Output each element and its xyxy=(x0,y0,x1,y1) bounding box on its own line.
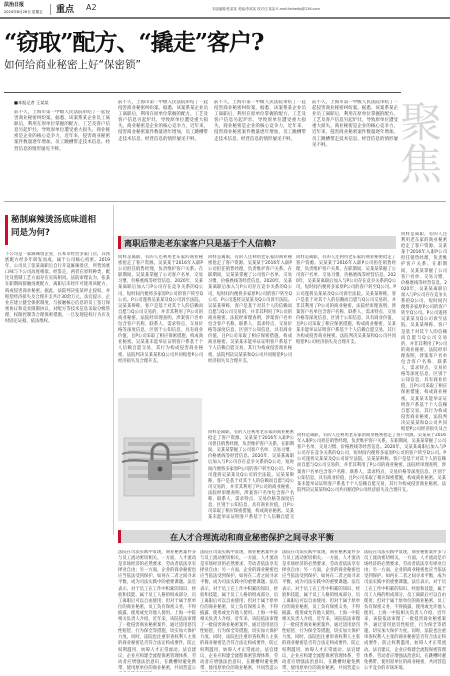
section3-text-col3: 法院在司法实践中发现，商业秘密案件多与员工流动密切相关。一方面，人才流动是市场经济的必然要求，劳动者依法享有择业自由；另一方面，企业的商业秘密也应当依法受到保护。如何在二者之间寻求平衡，成为司法实践中的重要课题。法官表示，对于员工在工作中积累的知识、经验和技能，属于员工人格的组成部分，员工离职后可以自由使用；但对于属于原单位的商业秘密，员工负有保密义务，不得披露、使用或允许他人使用。上海一中院相关负责人介绍，近年来，该院依法审理了一批侵害商业秘密案件，通过适用惩罚性赔偿、行为保全等措施，切实加大保护力度。同时，法院也注重审查权利人主张的商业秘密是否符合法定构成要件，防止权利滥用，妨碍人才正常流动。法官建议，企业应构建全流程保密管理体系，劳动者应增强法治意识，在跳槽时避免携带、使用原单位的商业秘密，共同营造公 xyxy=(282,550,360,671)
intro-text-col4: 前不久，上海市第一中级人民法院审结了一起侵害商业秘密纠纷案。据悉，该案系某企业员工离职后，利用在原单位掌握的配方、工艺及客户信息另起炉灶，导致原单位遭受重大损失。商业秘密是企业的核心竞争力，近年来，侵害商业秘密案件数量逐年增加，员工跳槽带走技术信息、经营信息的情形屡见不鲜。 xyxy=(312,100,398,148)
section-name: 重点 xyxy=(56,5,75,15)
section2-title: 离职后带走老东家客户只是基于个人信赖? xyxy=(124,238,277,248)
section2-text-col1: 同样是离职，有的人还利用老东家的商业秘密抢走了客户资源。吴某某于2016年入职P公司担任销售经理，负责维护客户关系。在职期间，吴某某掌握了公司客户名单、交易习惯、价格底线等经营信息。2020年，吴某某离职后加入与P公司存在竞争关系的Q公司，短时间内便将多家原P公司的客户转至Q公司。P公司遂将吴某某及Q公司诉至法院。吴某某辩称，客户是基于对其个人的信赖而自愿与Q公司交易的，并非其利用了P公司的商业秘密。法院经审理查明，涉案客户名单包含客户名称、联系人、需求特点、交易价格等深度信息，区别于公知信息，具有商业价值，且P公司采取了相应保密措施，构成商业秘密。吴某某未能举证证明客户系基于个人信赖自愿交易，其行为构成侵害商业秘密。法院判决吴某某和Q公司共同赔偿P公司经济损失及合理开支。 xyxy=(118,255,203,364)
section2-marker xyxy=(118,236,121,249)
masthead-rule xyxy=(0,17,450,19)
section2-text-col2: 同样是离职，有的人还利用老东家的商业秘密抢走了客户资源。吴某某于2016年入职P公司担任销售经理，负责维护客户关系。在职期间，吴某某掌握了公司客户名单、交易习惯、价格底线等经营信息。2020年，吴某某离职后加入与P公司存在竞争关系的Q公司，短时间内便将多家原P公司的客户转至Q公司。P公司遂将吴某某及Q公司诉至法院。吴某某辩称，客户是基于对其个人的信赖而自愿与Q公司交易的，并非其利用了P公司的商业秘密。法院经审理查明，涉案客户名单包含客户名称、联系人、需求特点、交易价格等深度信息，区别于公知信息，具有商业价值，且P公司采取了相应保密措施，构成商业秘密。吴某某未能举证证明客户系基于个人信赖自愿交易，其行为构成侵害商业秘密。法院判决吴某某和Q公司共同赔偿P公司经济损失及合理开支。 xyxy=(208,255,292,364)
section1-title: 秘制麻辣烫汤底味道相同是为何? xyxy=(11,215,97,238)
editor-line: 本版编辑/张某某 美编/李某某 校对/王某某 E-mail:fzrbzdbj@126.com xyxy=(212,7,320,11)
headline xyxy=(4,24,263,57)
section2-text-col3: 同样是离职，有的人还利用老东家的商业秘密抢走了客户资源。吴某某于2016年入职P公司担任销售经理，负责维护客户关系。在职期间，吴某某掌握了公司客户名单、交易习惯、价格底线等经营信息。2020年，吴某某离职后加入与P公司存在竞争关系的Q公司，短时间内便将多家原P公司的客户转至Q公司。P公司遂将吴某某及Q公司诉至法院。吴某某辩称，客户是基于对其个人的信赖而自愿与Q公司交易的，并非其利用了P公司的商业秘密。法院经审理查明，涉案客户名单包含客户名称、联系人、需求特点、交易价格等深度信息，区别于公知信息，具有商业价值，且P公司采取了相应保密措施，构成商业秘密。吴某某未能举证证明客户系基于个人信赖自愿交易，其行为构成侵害商业秘密。法院判决吴某某和Q公司共同赔偿P公司经济损失及合理开支。 xyxy=(296,255,396,346)
newspaper-logo: 法治日报 xyxy=(4,2,25,8)
section2-text-col2b: 同样是离职，有的人还利用老东家的商业秘密抢走了客户资源。吴某某于2016年入职P公司担任销售经理，负责维护客户关系。在职期间，吴某某掌握了公司客户名单、交易习惯、价格底线等经营信息。2020年，吴某某离职后加入与P公司存在竞争关系的Q公司，短时间内便将多家原P公司的客户转至Q公司。P公司遂将吴某某及Q公司诉至法院。吴某某辩称，客户是基于对其个人的信赖而自愿与Q公司交易的，并非其利用了P公司的商业秘密。法院经审理查明，涉案客户名单包含客户名称、联系人、需求特点、交易价格等深度信息，区别于公知信息，具有商业价值，且P公司采取了相应保密措施，构成商业秘密。吴某某未能举证证明客户系基于个人信赖自愿交 xyxy=(208,430,294,520)
section1-body: 下公司是一家麻辣烫企业，在本市经营多家门店，其汤底配方经多年研发而成，属于公司核心机密。2019年，公司员工张某离职后自行开设麻辣烫店，所售汤底口味与下公司高度相似。经鉴定，两者在原料种类、配比及熬制工艺方面存在实质相同。法院审理认为，张某在职期间接触汤底配方，离职后未经许可使用该配方，构成侵害商业秘密。据此，法院判决张某停止侵权，并赔偿经济损失及合理开支共计30余万元。法官提示，企业应建立健全保密制度，与接触核心信息的员工签订保密协议和竞业限制协议，对配方等技术信息采取分级管理、权限控制等合理保密措施，一旦发现侵权行为应及时固定证据，依法维权。 xyxy=(5,252,110,325)
section1-marker xyxy=(5,215,8,245)
illustration-frame xyxy=(118,395,202,523)
intro-rule xyxy=(4,92,401,93)
masthead-divider xyxy=(50,4,51,15)
column-divider-left xyxy=(113,205,114,535)
intro-bottom-rule xyxy=(4,201,446,202)
section2-text-col4: 同样是离职，有的人还利用老东家的商业秘密抢走了客户资源。吴某某于2016年入职P公司担任销售经理，负责维护客户关系。在职期间，吴某某掌握了公司客户名单、交易习惯、价格底线等经营信息。2020年，吴某某离职后加入与P公司存在竞争关系的Q公司，短时间内便将多家原P公司的客户转至Q公司。P公司遂将吴某某及Q公司诉至法院。吴某某辩称，客户是基于对其个人的信赖而自愿与Q公司交易的，并非其利用了P公司的商业秘密。法院经审理查明，涉案客户名单包含客户名称、联系人、需求特点、交易价格等深度信息，区别于公知信息，具有商业价值，且P公司采取了相应保密措施，构成商业秘密。吴某某未能举证证明客户系基于个人信赖自愿交易，其行为构成侵害商业秘密。法院判决吴某某和Q公司共同赔偿P公司经济损失及合 xyxy=(401,232,447,432)
byline: ■本报记者 王某某 xyxy=(14,100,49,105)
decorative-characters: 聚焦 xyxy=(394,100,443,184)
section-code: A2 xyxy=(86,3,97,12)
section2-text-col3b: 同样是离职，有的人还利用老东家的商业秘密抢走了客户资源。吴某某于2016年入职P公司担任销售经理，负责维护客户关系。在职期间，吴某某掌握了公司客户名单、交易习惯、价格底线等经营信息。2020年，吴某某离职后加入与P公司存在竞争关系的Q公司，短时间内便将多家原P公司的客户转至Q公司。P公司遂将吴某某及Q公司诉至法院。吴某某辩称，客户是基于对其个人的信赖而自愿与Q公司交易的，并非其利用了P公司的商业秘密。法院经审理查明，涉案客户名单包含客户名称、联系人、需求特点、交易价格等深度信息，区别于公知信息，具有商业价值，且P公司采取了相应保密措施，构成商业秘密。吴某某未能举证证明客户系基于个人信赖自愿交易，其行为构成侵害商业秘密。法院判决吴某某和Q公司共同赔偿P公司经济损失及合理开支。 xyxy=(297,433,446,493)
section3-text-col4: 法院在司法实践中发现，商业秘密案件多与员工流动密切相关。一方面，人才流动是市场经济的必然要求，劳动者依法享有择业自由；另一方面，企业的商业秘密也应当依法受到保护。如何在二者之间寻求平衡，成为司法实践中的重要课题。法官表示，对于员工在工作中积累的知识、经验和技能，属于员工人格的组成部分，员工离职后可以自由使用；但对于属于原单位的商业秘密，员工负有保密义务，不得披露、使用或允许他人使用。上海一中院相关负责人介绍，近年来，该院依法审理了一批侵害商业秘密案件，通过适用惩罚性赔偿、行为保全等措施，切实加大保护力度。同时，法院也注重审查权利人主张的商业秘密是否符合法定构成要件，防止权利滥用，妨碍人才正常流动。法官建议，企业应构建全流程保密管理体系，劳动者应增强法治意识，在跳槽时避免携带、使用原单位的商业秘密，共同营造公平竞争的市场环境。 xyxy=(364,550,446,671)
issue-date: 2024年6月28日 星期五 xyxy=(4,10,43,14)
intro-text-col2: 前不久，上海市第一中级人民法院审结了一起侵害商业秘密纠纷案。据悉，该案系某企业员工离职后，利用在原单位掌握的配方、工艺及客户信息另起炉灶，导致原单位遭受重大损失。商业秘密是企业的核心竞争力，近年来，侵害商业秘密案件数量逐年增加，员工跳槽带走技术信息、经营信息的情形屡见不鲜。 xyxy=(118,100,208,142)
section3-marker xyxy=(118,530,121,543)
intro-text-col1: 前不久，上海市第一中级人民法院审结了一起侵害商业秘密纠纷案。据悉，该案系某企业员工离职后，利用在原单位掌握的配方、工艺及客户信息另起炉灶，导致原单位遭受重大损失。商业秘密是企业的核心竞争力，近年来，侵害商业秘密案件数量逐年增加，员工跳槽带走技术信息、经营信息的情形屡见不鲜。 xyxy=(14,110,110,152)
subtitle: 如何给商业秘密上好“保密锁” xyxy=(4,59,141,71)
section3-text-col2: 法院在司法实践中发现，商业秘密案件多与员工流动密切相关。一方面，人才流动是市场经济的必然要求，劳动者依法享有择业自由；另一方面，企业的商业秘密也应当依法受到保护。如何在二者之间寻求平衡，成为司法实践中的重要课题。法官表示，对于员工在工作中积累的知识、经验和技能，属于员工人格的组成部分，员工离职后可以自由使用；但对于属于原单位的商业秘密，员工负有保密义务，不得披露、使用或允许他人使用。上海一中院相关负责人介绍，近年来，该院依法审理了一批侵害商业秘密案件，通过适用惩罚性赔偿、行为保全等措施，切实加大保护力度。同时，法院也注重审查权利人主张的商业秘密是否符合法定构成要件，防止权利滥用，妨碍人才正常流动。法官建议，企业应构建全流程保密管理体系，劳动者应增强法治意识，在跳槽时避免携带、使用原单位的商业秘密，共同营造公 xyxy=(200,550,278,671)
headline-part1: “窃取”配方、 xyxy=(4,29,139,56)
headline-part2: “撬走”客户? xyxy=(138,29,264,56)
section3-text-col1: 法院在司法实践中发现，商业秘密案件多与员工流动密切相关。一方面，人才流动是市场经济的必然要求，劳动者依法享有择业自由；另一方面，企业的商业秘密也应当依法受到保护。如何在二者之间寻求平衡，成为司法实践中的重要课题。法官表示，对于员工在工作中积累的知识、经验和技能，属于员工人格的组成部分，员工离职后可以自由使用；但对于属于原单位的商业秘密，员工负有保密义务，不得披露、使用或允许他人使用。上海一中院相关负责人介绍，近年来，该院依法审理了一批侵害商业秘密案件，通过适用惩罚性赔偿、行为保全等措施，切实加大保护力度。同时，法院也注重审查权利人主张的商业秘密是否符合法定构成要件，防止权利滥用，妨碍人才正常流动。法官建议，企业应构建全流程保密管理体系，劳动者应增强法治意识，在跳槽时避免携带、使用原单位的商业秘密，共同营造公 xyxy=(118,550,196,671)
intro-text-col3: 前不久，上海市第一中级人民法院审结了一起侵害商业秘密纠纷案。据悉，该案系某企业员工离职后，利用在原单位掌握的配方、工艺及客户信息另起炉灶，导致原单位遭受重大损失。商业秘密是企业的核心竞争力，近年来，侵害商业秘密案件数量逐年增加，员工跳槽带走技术信息、经营信息的情形屡见不鲜。 xyxy=(214,100,306,142)
section3-title: 在人才合理流动和商业秘密保护之间寻求平衡 xyxy=(170,532,334,542)
